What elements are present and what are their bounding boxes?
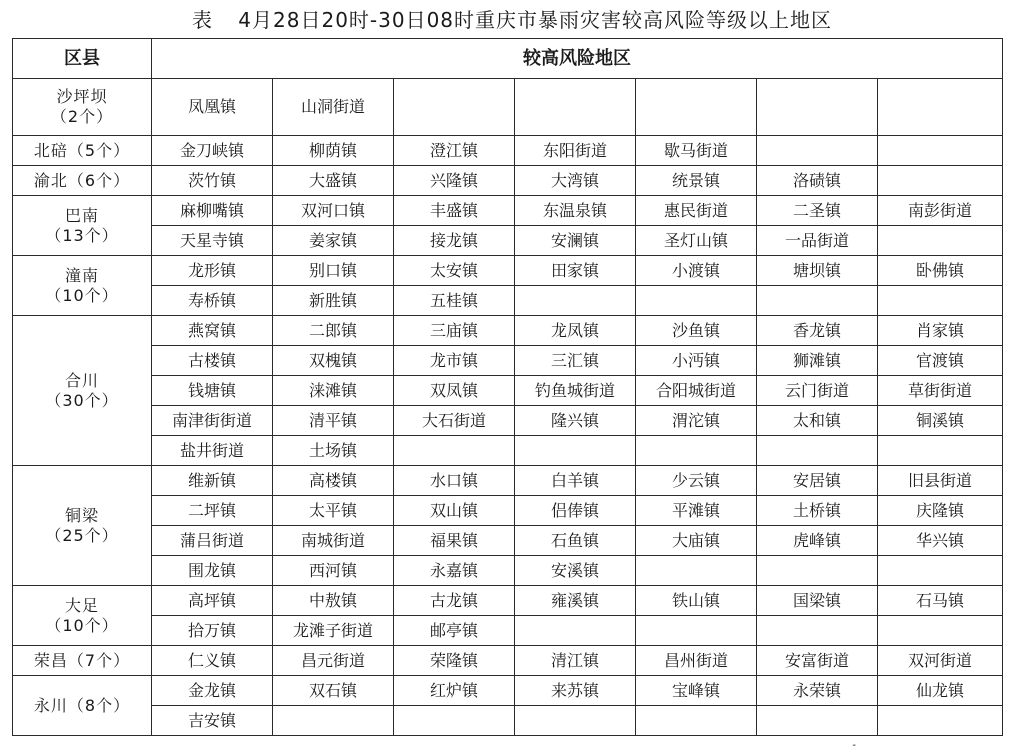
page-corner-mark: - bbox=[852, 740, 856, 751]
area-cell: 小沔镇 bbox=[636, 346, 757, 376]
area-cell: 铁山镇 bbox=[636, 586, 757, 616]
table-row bbox=[13, 286, 1003, 316]
area-cell bbox=[878, 286, 1003, 316]
area-cell: 东温泉镇 bbox=[515, 196, 636, 226]
area-cell: 龙滩子街道 bbox=[273, 616, 394, 646]
area-cell bbox=[273, 706, 394, 736]
county-count: （2个） bbox=[50, 107, 114, 126]
area-cell: 安富街道 bbox=[757, 646, 878, 676]
area-cell: 蒲吕街道 bbox=[152, 526, 273, 556]
table-row bbox=[13, 466, 1003, 496]
area-cell: 庆隆镇 bbox=[878, 496, 1003, 526]
area-cell: 金刀峡镇 bbox=[152, 136, 273, 166]
area-cell: 双槐镇 bbox=[273, 346, 394, 376]
area-cell: 土桥镇 bbox=[757, 496, 878, 526]
area-cell: 侣俸镇 bbox=[515, 496, 636, 526]
area-cell bbox=[757, 556, 878, 586]
table-row bbox=[13, 166, 1003, 196]
area-cell bbox=[515, 706, 636, 736]
area-cell: 古龙镇 bbox=[394, 586, 515, 616]
area-cell: 圣灯山镇 bbox=[636, 226, 757, 256]
county-count: （6个） bbox=[67, 170, 131, 190]
area-cell: 二坪镇 bbox=[152, 496, 273, 526]
area-cell: 铜溪镇 bbox=[878, 406, 1003, 436]
area-cell: 合阳城街道 bbox=[636, 376, 757, 406]
area-cell: 拾万镇 bbox=[152, 616, 273, 646]
area-cell: 狮滩镇 bbox=[757, 346, 878, 376]
county-count: （7个） bbox=[67, 650, 131, 670]
area-cell: 惠民街道 bbox=[636, 196, 757, 226]
county-name: 渝北 bbox=[33, 170, 68, 190]
county-name: 沙坪坝 bbox=[56, 87, 108, 106]
area-cell bbox=[636, 616, 757, 646]
county-name: 巴南 bbox=[64, 205, 99, 225]
area-cell bbox=[515, 616, 636, 646]
area-cell: 三汇镇 bbox=[515, 346, 636, 376]
area-cell: 平滩镇 bbox=[636, 496, 757, 526]
area-cell: 虎峰镇 bbox=[757, 526, 878, 556]
area-cell bbox=[757, 79, 878, 136]
area-cell: 小渡镇 bbox=[636, 256, 757, 286]
area-cell: 涞滩镇 bbox=[273, 376, 394, 406]
area-cell: 官渡镇 bbox=[878, 346, 1003, 376]
table-row bbox=[13, 346, 1003, 376]
area-cell: 国梁镇 bbox=[757, 586, 878, 616]
county-cell bbox=[13, 256, 152, 316]
area-cell: 三庙镇 bbox=[394, 316, 515, 346]
area-cell bbox=[394, 706, 515, 736]
area-cell: 双凤镇 bbox=[394, 376, 515, 406]
area-cell: 金龙镇 bbox=[152, 676, 273, 706]
table-row bbox=[13, 196, 1003, 226]
area-cell: 渭沱镇 bbox=[636, 406, 757, 436]
area-cell: 双河口镇 bbox=[273, 196, 394, 226]
area-cell: 隆兴镇 bbox=[515, 406, 636, 436]
county-count: （10个） bbox=[45, 285, 119, 305]
county-name: 荣昌 bbox=[33, 650, 68, 670]
area-cell bbox=[394, 436, 515, 466]
area-cell bbox=[515, 286, 636, 316]
county-name: 永川 bbox=[33, 695, 68, 715]
area-cell: 麻柳嘴镇 bbox=[152, 196, 273, 226]
county-cell bbox=[13, 316, 152, 466]
area-cell: 中敖镇 bbox=[273, 586, 394, 616]
area-cell: 宝峰镇 bbox=[636, 676, 757, 706]
area-cell: 南彭街道 bbox=[878, 196, 1003, 226]
area-cell: 大庙镇 bbox=[636, 526, 757, 556]
county-cell bbox=[13, 136, 152, 166]
county-count: （13个） bbox=[45, 225, 119, 245]
area-cell: 接龙镇 bbox=[394, 226, 515, 256]
area-cell: 五桂镇 bbox=[394, 286, 515, 316]
area-cell: 红炉镇 bbox=[394, 676, 515, 706]
county-count: （30个） bbox=[45, 390, 119, 410]
table-header-row bbox=[13, 39, 1003, 79]
area-cell: 南津街街道 bbox=[152, 406, 273, 436]
area-cell bbox=[878, 616, 1003, 646]
area-cell: 山洞街道 bbox=[273, 79, 394, 136]
county-count: （8个） bbox=[67, 695, 131, 715]
area-cell: 钓鱼城街道 bbox=[515, 376, 636, 406]
area-cell: 二圣镇 bbox=[757, 196, 878, 226]
table-row bbox=[13, 646, 1003, 676]
area-cell bbox=[515, 79, 636, 136]
area-cell: 高楼镇 bbox=[273, 466, 394, 496]
area-cell: 太安镇 bbox=[394, 256, 515, 286]
area-cell: 高坪镇 bbox=[152, 586, 273, 616]
county-count: （25个） bbox=[45, 525, 119, 545]
area-cell bbox=[878, 226, 1003, 256]
area-cell bbox=[878, 136, 1003, 166]
area-cell: 永荣镇 bbox=[757, 676, 878, 706]
caption-title: 4月28日20时-30日08时重庆市暴雨灾害较高风险等级以上地区 bbox=[238, 8, 833, 32]
area-cell: 古楼镇 bbox=[152, 346, 273, 376]
county-name: 铜梁 bbox=[64, 505, 99, 525]
area-cell bbox=[878, 79, 1003, 136]
county-name: 北碚 bbox=[33, 140, 68, 160]
area-cell bbox=[757, 286, 878, 316]
area-cell: 丰盛镇 bbox=[394, 196, 515, 226]
area-cell: 白羊镇 bbox=[515, 466, 636, 496]
county-count: （5个） bbox=[67, 140, 131, 160]
risk-areas-table bbox=[12, 38, 1003, 736]
area-cell: 安溪镇 bbox=[515, 556, 636, 586]
table-row bbox=[13, 616, 1003, 646]
area-cell: 石马镇 bbox=[878, 586, 1003, 616]
area-cell: 统景镇 bbox=[636, 166, 757, 196]
area-cell: 双河街道 bbox=[878, 646, 1003, 676]
area-cell: 大盛镇 bbox=[273, 166, 394, 196]
county-header: 区县 bbox=[13, 39, 152, 79]
area-cell: 茨竹镇 bbox=[152, 166, 273, 196]
area-cell: 姜家镇 bbox=[273, 226, 394, 256]
table-row bbox=[13, 436, 1003, 466]
area-cell: 昌元街道 bbox=[273, 646, 394, 676]
area-cell: 肖家镇 bbox=[878, 316, 1003, 346]
table-caption bbox=[0, 4, 1024, 33]
county-name: 潼南 bbox=[64, 265, 99, 285]
area-cell: 太和镇 bbox=[757, 406, 878, 436]
area-cell: 歇马街道 bbox=[636, 136, 757, 166]
area-cell bbox=[394, 79, 515, 136]
area-cell bbox=[757, 436, 878, 466]
area-cell: 维新镇 bbox=[152, 466, 273, 496]
area-cell: 卧佛镇 bbox=[878, 256, 1003, 286]
area-cell: 荣隆镇 bbox=[394, 646, 515, 676]
areas-header: 较高风险地区 bbox=[152, 39, 1003, 79]
area-cell: 寿桥镇 bbox=[152, 286, 273, 316]
area-cell: 雍溪镇 bbox=[515, 586, 636, 616]
area-cell: 仙龙镇 bbox=[878, 676, 1003, 706]
table-row bbox=[13, 706, 1003, 736]
area-cell: 天星寺镇 bbox=[152, 226, 273, 256]
area-cell: 盐井街道 bbox=[152, 436, 273, 466]
area-cell: 福果镇 bbox=[394, 526, 515, 556]
area-cell bbox=[515, 436, 636, 466]
area-cell: 土场镇 bbox=[273, 436, 394, 466]
area-cell: 凤凰镇 bbox=[152, 79, 273, 136]
table-row bbox=[13, 676, 1003, 706]
area-cell: 西河镇 bbox=[273, 556, 394, 586]
county-cell bbox=[13, 646, 152, 676]
area-cell: 龙形镇 bbox=[152, 256, 273, 286]
area-cell: 清江镇 bbox=[515, 646, 636, 676]
area-cell bbox=[878, 436, 1003, 466]
table-row bbox=[13, 496, 1003, 526]
area-cell: 太平镇 bbox=[273, 496, 394, 526]
county-cell bbox=[13, 166, 152, 196]
county-name: 大足 bbox=[64, 595, 99, 615]
area-cell: 一品街道 bbox=[757, 226, 878, 256]
area-cell: 旧县街道 bbox=[878, 466, 1003, 496]
table-row bbox=[13, 406, 1003, 436]
area-cell: 澄江镇 bbox=[394, 136, 515, 166]
area-cell: 燕窝镇 bbox=[152, 316, 273, 346]
table-body bbox=[13, 79, 1003, 736]
area-cell bbox=[878, 706, 1003, 736]
area-cell: 安澜镇 bbox=[515, 226, 636, 256]
area-cell: 龙市镇 bbox=[394, 346, 515, 376]
area-cell bbox=[636, 286, 757, 316]
area-cell bbox=[757, 616, 878, 646]
caption-tag: 表 bbox=[191, 8, 213, 32]
area-cell: 水口镇 bbox=[394, 466, 515, 496]
table-row bbox=[13, 136, 1003, 166]
table-row bbox=[13, 586, 1003, 616]
county-name: 合川 bbox=[64, 370, 99, 390]
area-cell: 大湾镇 bbox=[515, 166, 636, 196]
area-cell bbox=[757, 136, 878, 166]
area-cell: 大石街道 bbox=[394, 406, 515, 436]
area-cell: 双石镇 bbox=[273, 676, 394, 706]
area-cell: 安居镇 bbox=[757, 466, 878, 496]
area-cell: 田家镇 bbox=[515, 256, 636, 286]
area-cell: 仁义镇 bbox=[152, 646, 273, 676]
area-cell: 邮亭镇 bbox=[394, 616, 515, 646]
area-cell bbox=[878, 556, 1003, 586]
area-cell: 香龙镇 bbox=[757, 316, 878, 346]
area-cell: 双山镇 bbox=[394, 496, 515, 526]
table-row bbox=[13, 226, 1003, 256]
area-cell bbox=[757, 706, 878, 736]
area-cell: 石鱼镇 bbox=[515, 526, 636, 556]
area-cell: 云门街道 bbox=[757, 376, 878, 406]
area-cell: 别口镇 bbox=[273, 256, 394, 286]
county-cell bbox=[13, 586, 152, 646]
area-cell: 兴隆镇 bbox=[394, 166, 515, 196]
area-cell: 柳荫镇 bbox=[273, 136, 394, 166]
table-row bbox=[13, 256, 1003, 286]
area-cell bbox=[636, 706, 757, 736]
area-cell: 洛碛镇 bbox=[757, 166, 878, 196]
area-cell: 华兴镇 bbox=[878, 526, 1003, 556]
county-cell bbox=[13, 676, 152, 736]
area-cell: 吉安镇 bbox=[152, 706, 273, 736]
table-row bbox=[13, 526, 1003, 556]
area-cell bbox=[636, 79, 757, 136]
area-cell bbox=[636, 556, 757, 586]
area-cell: 二郎镇 bbox=[273, 316, 394, 346]
area-cell bbox=[878, 166, 1003, 196]
area-cell: 钱塘镇 bbox=[152, 376, 273, 406]
area-cell: 清平镇 bbox=[273, 406, 394, 436]
area-cell: 昌州街道 bbox=[636, 646, 757, 676]
table-row bbox=[13, 79, 1003, 136]
area-cell: 南城街道 bbox=[273, 526, 394, 556]
table-row bbox=[13, 316, 1003, 346]
area-cell: 来苏镇 bbox=[515, 676, 636, 706]
area-cell: 围龙镇 bbox=[152, 556, 273, 586]
table-row bbox=[13, 556, 1003, 586]
area-cell: 龙凤镇 bbox=[515, 316, 636, 346]
county-count: （10个） bbox=[45, 615, 119, 635]
table-row bbox=[13, 376, 1003, 406]
area-cell: 新胜镇 bbox=[273, 286, 394, 316]
county-cell bbox=[13, 196, 152, 256]
area-cell: 少云镇 bbox=[636, 466, 757, 496]
county-cell bbox=[13, 79, 152, 136]
area-cell: 沙鱼镇 bbox=[636, 316, 757, 346]
area-cell: 东阳街道 bbox=[515, 136, 636, 166]
area-cell: 塘坝镇 bbox=[757, 256, 878, 286]
area-cell: 永嘉镇 bbox=[394, 556, 515, 586]
county-cell bbox=[13, 466, 152, 586]
area-cell: 草街街道 bbox=[878, 376, 1003, 406]
area-cell bbox=[636, 436, 757, 466]
